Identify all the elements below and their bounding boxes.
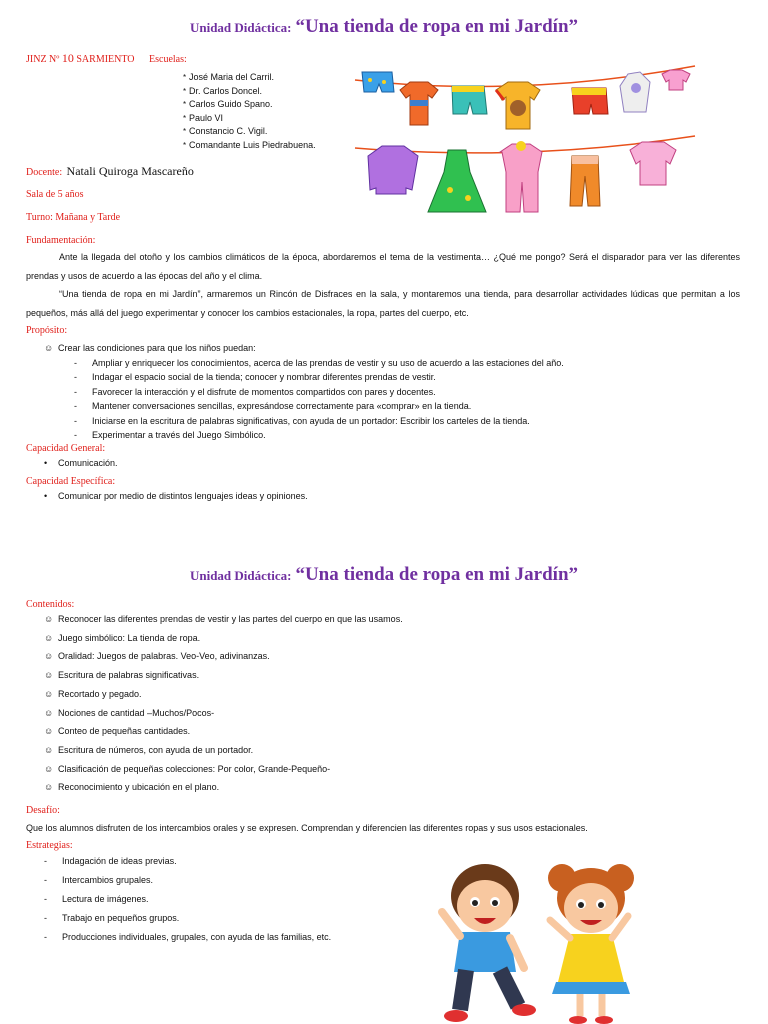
school-line [26, 51, 187, 66]
desafio: Que los alumnos disfruten de los intercambios orales y se expresen. Comprendan y diferencien las diferentes ropas y sus usos estacionales. [26, 823, 588, 833]
list-item: - Mantener conversaciones sencillas, expresándose correctamente para «comprar» en la tienda. [74, 401, 472, 412]
list-item: * Carlos Guido Spano. [183, 99, 273, 110]
contenidos-label: Contenidos: [26, 599, 75, 610]
shorts-red-icon [572, 88, 608, 114]
proposito-label: Propósito: [26, 325, 68, 336]
smile-icon: ☺ [44, 763, 54, 774]
children-illustration [430, 858, 650, 1024]
docente-name: Natali Quiroga Mascareño [66, 164, 194, 178]
list-item: * Paulo VI [183, 112, 224, 123]
turno: Turno: Mañana y Tarde [26, 212, 121, 223]
title-label: Unidad Didáctica: [189, 20, 292, 35]
estrategias-label: Estrategias: [26, 840, 73, 851]
list-item: ☺ Escritura de palabras significativas. [44, 666, 403, 685]
title-main: “Una tienda de ropa en mi Jardín” [295, 16, 579, 37]
proposito-intro: ☺ Crear las condiciones para que los niños puedan: [44, 343, 256, 353]
hoodie-purple-icon [368, 146, 418, 194]
school-number: 10 [61, 51, 74, 65]
smile-icon: ☺ [44, 782, 54, 793]
smile-icon: ☺ [44, 614, 54, 624]
title-main: “Una tienda de ropa en mi Jardín” [295, 564, 579, 585]
list-item: - Lectura de imágenes. [44, 894, 149, 904]
list-item: * Dr. Carlos Doncel. [183, 85, 263, 96]
page2-title [0, 564, 768, 586]
docente-label: Docente: [26, 167, 63, 178]
fundamentacion-p1: Ante la llegada del otoño y los cambios climáticos de la época, abordaremos el tema de la vestimenta… ¿Qué me pongo? Será el disparador para ver las diferentes prendas y usos de acuerdo a las épocas del año y el clima. [26, 252, 740, 281]
list-item: ☺ Reconocer las diferentes prendas de vestir y las partes del cuerpo en que las usamos. [44, 610, 403, 629]
list-item: ☺ Escritura de números, con ayuda de un portador. [44, 741, 403, 760]
girl-icon [548, 864, 634, 1024]
clothesline-illustration [350, 60, 700, 225]
list-item: ☺ Nociones de cantidad –Muchos/Pocos- [44, 704, 403, 723]
list-item: - Producciones individuales, grupales, con ayuda de las familias, etc. [44, 932, 332, 942]
smile-icon: ☺ [44, 651, 54, 662]
list-item: - Iniciarse en la escritura de palabras significativas, con ayuda de un portador: Escribir los carteles de la tienda. [74, 415, 530, 426]
list-item: - Experimentar a través del Juego Simbólico. [74, 430, 266, 441]
dress-green-icon [428, 150, 486, 212]
school-name: SARMIENTO [76, 54, 135, 65]
desafio-label: Desafío: [26, 805, 60, 816]
page1-title [0, 16, 768, 38]
shirt-bear-icon [496, 82, 540, 129]
smile-icon: ☺ [44, 707, 54, 718]
proposito-list [74, 356, 564, 442]
list-item: - Indagar el espacio social de la tienda; conocer y nombrar diferentes prendas de vestir. [74, 372, 436, 383]
title-label: Unidad Didáctica: [189, 568, 292, 583]
list-item: - Indagación de ideas previas. [44, 856, 177, 866]
smile-icon: ☺ [44, 744, 54, 755]
list-item: - Favorecer la interacción y el disfrute de momentos compartidos con pares y docentes. [74, 386, 436, 397]
fundamentacion-p2: “Una tienda de ropa en mi Jardín”, armaremos un Rincón de Disfraces en la sala, y montaremos una tienda, para desarrollar actividades lúdicas que permitan a los pequeños, más allá del juego experimentar y conocer los cambios estacionales, la ropa, partes del cuerpo, etc. [26, 289, 740, 318]
smile-icon: ☺ [44, 688, 54, 699]
docente-line [26, 162, 194, 180]
shirt-pink-small-icon [662, 70, 690, 90]
fundamentacion-label: Fundamentación: [26, 235, 96, 246]
list-item: * Constancio C. Vigil. [183, 126, 268, 137]
school-label: JINZ Nº [26, 54, 60, 65]
list-item: ☺ Conteo de pequeñas cantidades. [44, 722, 403, 741]
list-item: ☺ Recortado y pegado. [44, 685, 403, 704]
escuelas-list [183, 71, 316, 153]
shorts-teal-icon [452, 86, 487, 114]
capacidad-general-label: Capacidad General: [26, 443, 106, 454]
capacidad-especifica-label: Capacidad Específica: [26, 476, 116, 487]
smile-icon: ☺ [44, 670, 54, 681]
list-item: ☺ Clasificación de pequeñas colecciones: Por color, Grande-Pequeño- [44, 760, 403, 779]
shorts-blue-icon [362, 72, 394, 92]
boy-icon [442, 864, 536, 1022]
capacidad-especifica: • Comunicar por medio de distintos lenguajes ideas y opiniones. [44, 491, 308, 501]
list-item: - Intercambios grupales. [44, 875, 154, 885]
list-item: * José Maria del Carril. [183, 72, 275, 82]
pajama-pink-icon [500, 141, 542, 212]
capacidad-general: • Comunicación. [44, 458, 118, 468]
list-item: - Trabajo en pequeños grupos. [44, 913, 180, 923]
smile-icon: ☺ [44, 343, 54, 353]
list-item: ☺ Juego simbólico: La tienda de ropa. [44, 629, 403, 648]
estrategias-list [44, 852, 331, 947]
list-item: ☺ Oralidad: Juegos de palabras. Veo-Veo, adivinanzas. [44, 647, 403, 666]
pants-orange-icon [570, 156, 600, 206]
list-item: * Comandante Luis Piedrabuena. [183, 139, 316, 150]
contenidos-list [44, 610, 403, 797]
list-item: - Ampliar y enriquecer los conocimientos, acerca de las prendas de vestir y su uso de acuerdo a las estaciones del año. [74, 358, 564, 368]
sala: Sala de 5 años [26, 189, 84, 200]
shirt-pink-icon [630, 142, 676, 185]
dress-white-icon [620, 72, 650, 112]
smile-icon: ☺ [44, 632, 54, 643]
list-item: ☺ Reconocimiento y ubicación en el plano. [44, 778, 403, 797]
escuelas-label: Escuelas: [149, 54, 187, 65]
shirt-orange-icon [400, 82, 438, 125]
smile-icon: ☺ [44, 726, 54, 737]
